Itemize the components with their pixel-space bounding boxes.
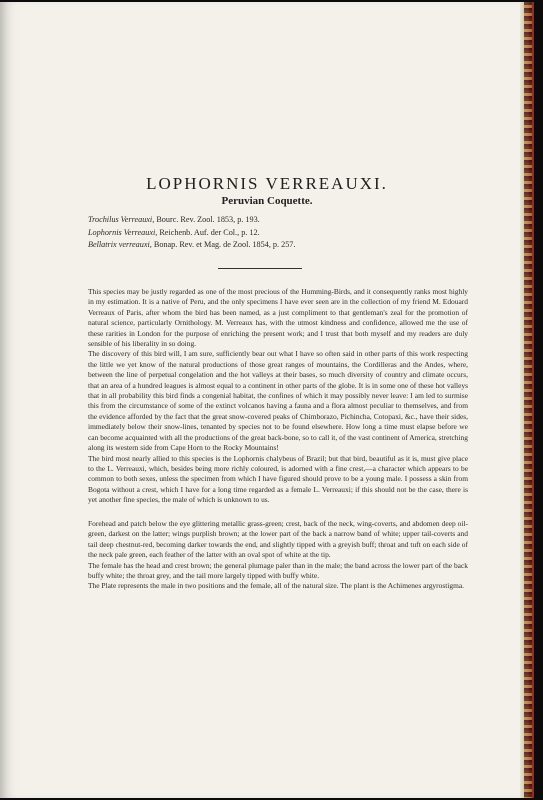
- synonym-name: Bellatrix verreauxi,: [88, 240, 152, 249]
- body-paragraph: The Plate represents the male in two positions and the female, all of the natural size. The plant is the Achimenes argyrostigma.: [88, 581, 465, 591]
- body-paragraph: The bird most nearly allied to this species is the Lophornis chalybeus of Brazil; but that bird, beautiful as it is, must give place to the L. Verreauxi, which, besides being more richly coloured, is adorned with a fine crest,—a character which appears to be common to both sexes, unless the specimen from which I have figured should prove to be a young male. I possess a skin from Bogota without a crest, which I have for a long time regarded as a female L. Verreauxi; if this should not be the case, there is yet another fine species, the male of which is unknown to us.: [88, 453, 468, 505]
- body-paragraph: Forehead and patch below the eye glittering metallic grass-green; crest, back of the neck, wing-coverts, and abdomen deep oil-green, darkest on the latter; wings purplish brown; at the lower part of the back a narrow band of white; upper tail-coverts and tail deep chestnut-red, becoming darker towards the end, and slightly tipped with a greyish buff; throat and tuft on each side of the neck pale green, each feather of the latter with an oval spot of white at the tip.: [88, 519, 468, 560]
- synonym-entry: [88, 239, 448, 252]
- synonym-entry: [88, 214, 448, 227]
- body-paragraph: This species may be justly regarded as one of the most precious of the Humming-Birds, and it consequently ranks most highly in my estimation. It is a native of Peru, and the only specimens I have ever seen are in the collection of my friend M. Edouard Verreaux of Paris, after whom the bird has been named, as a just compliment to that gentleman's zeal for the promotion of natural science, particularly Ornithology. M. Verreaux has, with the utmost kindness and confidence, allowed me the use of these rarities in London for the purpose of enriching the present work; and I trust that both myself and my readers are duly sensible of his liberality in so doing.: [88, 287, 468, 349]
- book-page: [0, 2, 534, 798]
- body-paragraph: The discovery of this bird will, I am sure, sufficiently bear out what I have so often said in other parts of this work respecting the little we yet know of the natural productions of those great ranges of mountains, the Cordilleras and the Andes, where, between the line of perpetual congelation and the hot valleys at their bases, so much diversity of country and climate occurs, that an area of a hundred leagues is almost equal to a continent in other parts of the globe. It is in some one of these hot valleys that in all probability this bird finds a congenial habitat, the confines of which it may possibly never leave: I am led to surmise this from the circumstance of some of the extinct volcanos having a fauna and a flora almost peculiar to themselves, and from the evidence afforded by the fact that the great snow-covered peaks of Chimborazo, Pichincha, Cotopaxi, &c., have their sides, immediately below their snow-lines, tenanted by species not to be found elsewhere. How long a time must elapse before we can become acquainted with all the productions of the great back-bone, so to call it, of the vast continent of America, stretching along its western side from Cape Horn to the Rocky Mountains!: [88, 349, 468, 453]
- body-paragraph: The female has the head and crest brown; the general plumage paler than in the male; the band across the lower part of the back buffy white; the throat grey, and the tail more largely tipped with buffy white.: [88, 560, 468, 581]
- synonym-name: Trochilus Verreauxi,: [88, 215, 155, 224]
- synonym-reference: Bourc. Rev. Zool. 1853, p. 193.: [156, 215, 260, 224]
- marbled-edge-decoration: [524, 2, 532, 798]
- divider-rule: [218, 268, 302, 269]
- synonym-name: Lophornis Verreauxi,: [88, 227, 158, 237]
- synonym-entry: [88, 227, 448, 240]
- page-subtitle: Peruvian Coquette.: [221, 195, 313, 207]
- synonym-list: [88, 214, 448, 252]
- description-section: [88, 287, 468, 506]
- page-edge: [520, 2, 534, 798]
- synonym-reference: Reichenb. Auf. der Col., p. 12.: [159, 227, 260, 237]
- page-title: LOPHORNIS VERREAUXI.: [146, 174, 388, 193]
- plumage-section: [88, 519, 468, 592]
- synonym-reference: Bonap. Rev. et Mag. de Zool. 1854, p. 257.: [153, 240, 296, 249]
